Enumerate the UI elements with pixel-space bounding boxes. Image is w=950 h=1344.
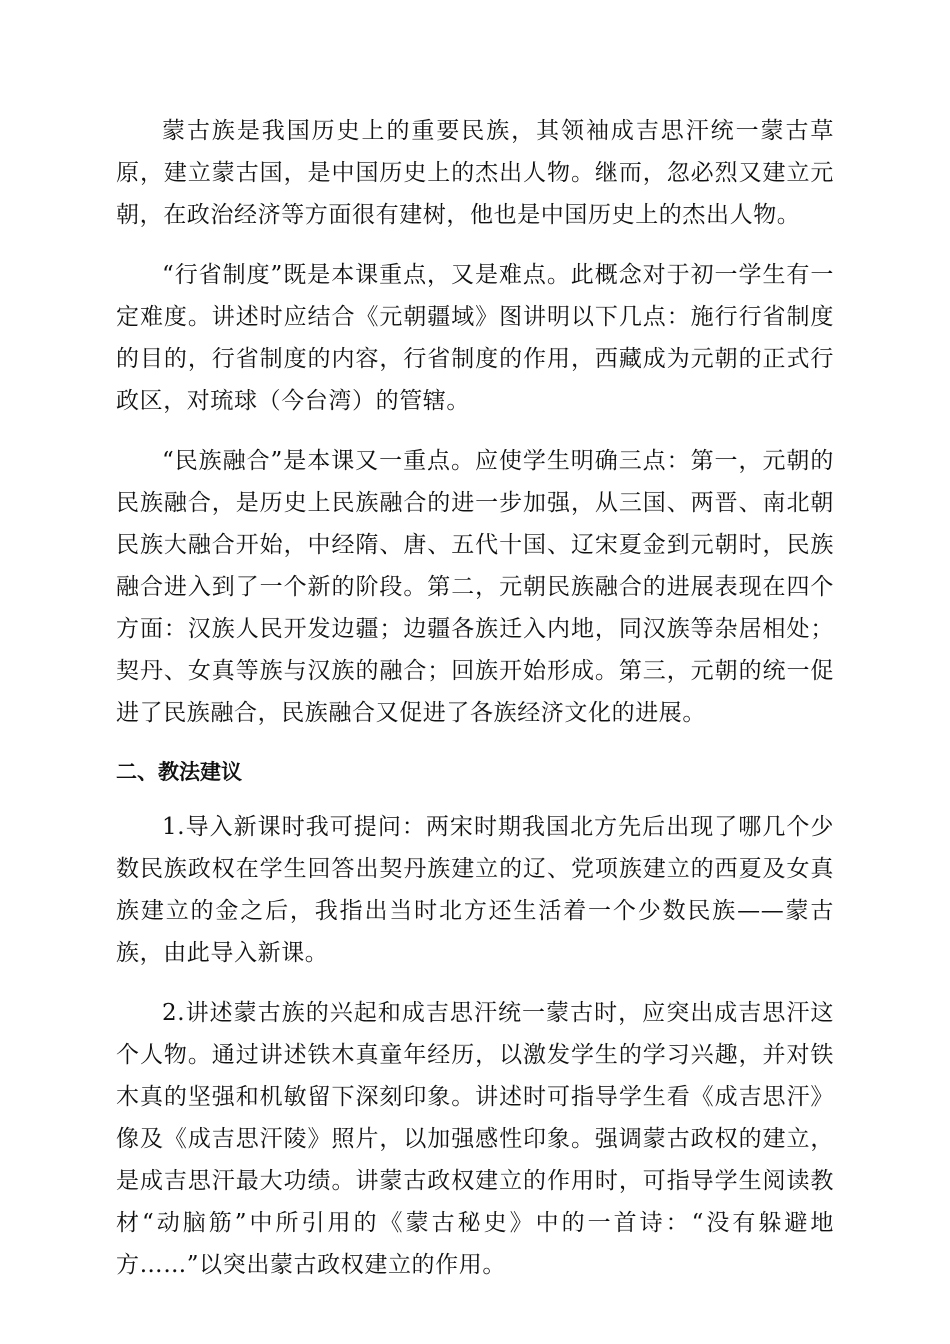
paragraph-ethnic-fusion: “民族融合”是本课又一重点。应使学生明确三点：第一，元朝的民族融合，是历史上民族融合的进一步加强，从三国、两晋、南北朝民族大融合开始，中经隋、唐、五代十国、辽宋夏金到元朝时，民族融合进入到了一个新的阶段。第二，元朝民族融合的进展表现在四个方面：汉族人民开发边疆；边疆各族迁入内地，同汉族等杂居相处；契丹、女真等族与汉族的融合；回族开始形成。第三，元朝的统一促进了民族融合，民族融合又促进了各族经济文化的进展。 — [116, 448, 834, 726]
paragraph-mongol-intro: 蒙古族是我国历史上的重要民族，其领袖成吉思汗统一蒙古草原，建立蒙古国，是中国历史上的杰出人物。继而，忽必烈又建立元朝，在政治经济等方面很有建树，他也是中国历史上的杰出人物。 — [116, 118, 834, 228]
paragraph-suggestion-2: 2.讲述蒙古族的兴起和成吉思汗统一蒙古时，应突出成吉思汗这个人物。通过讲述铁木真童年经历，以激发学生的学习兴趣，并对铁木真的坚强和机敏留下深刻印象。讲述时可指导学生看《成吉思汗》像及《成吉思汗陵》照片，以加强感性印象。强调蒙古政权的建立，是成吉思汗最大功绩。讲蒙古政权建立的作用时，可指导学生阅读教材“动脑筋”中所引用的《蒙古秘史》中的一首诗：“没有躲避地方……”以突出蒙古政权建立的作用。 — [116, 1000, 834, 1278]
paragraph-province-system: “行省制度”既是本课重点，又是难点。此概念对于初一学生有一定难度。讲述时应结合《元朝疆域》图讲明以下几点：施行行省制度的目的，行省制度的内容，行省制度的作用，西藏成为元朝的正式行政区，对琉球（今台湾）的管辖。 — [116, 262, 834, 414]
paragraph-suggestion-1: 1.导入新课时我可提问：两宋时期我国北方先后出现了哪几个少数民族政权在学生回答出契丹族建立的辽、党项族建立的西夏及女真族建立的金之后，我指出当时北方还生活着一个少数民族——蒙古族，由此导入新课。 — [116, 814, 834, 966]
section-heading-teaching-suggestions: 二、教法建议 — [116, 760, 242, 784]
document-page — [116, 110, 834, 1304]
